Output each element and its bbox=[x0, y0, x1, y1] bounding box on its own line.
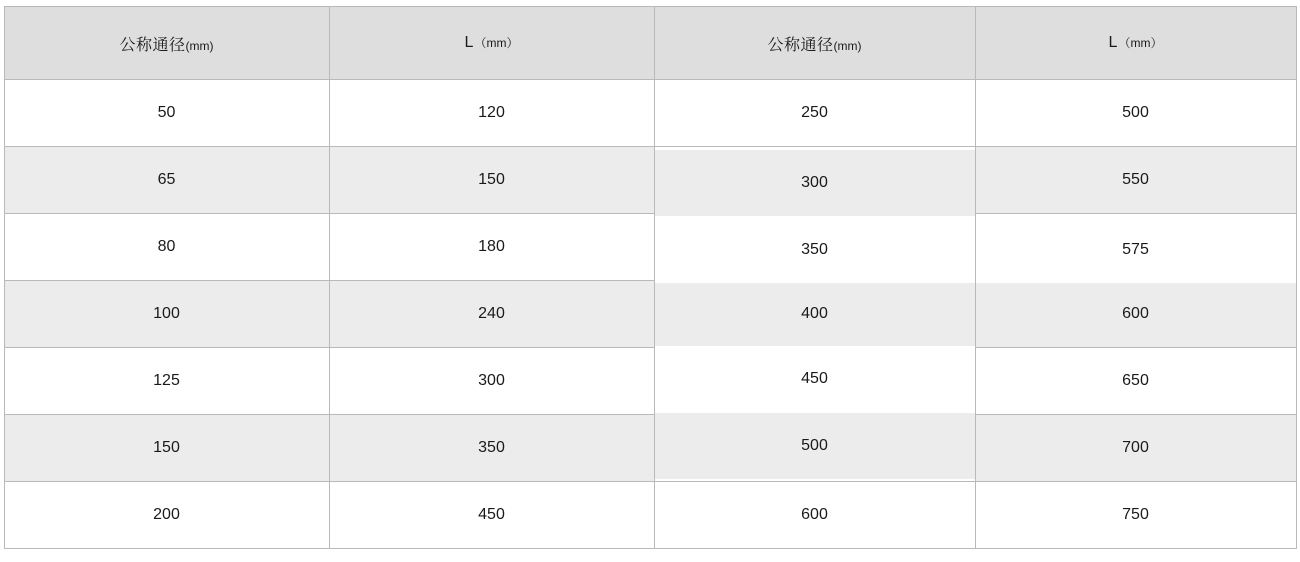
cell-nominal-diameter: 80 bbox=[4, 214, 329, 281]
cell-length: 700 bbox=[975, 415, 1296, 482]
column-header-label: L bbox=[464, 34, 475, 51]
table-header-row bbox=[4, 7, 1296, 80]
column-header-unit: （mm） bbox=[474, 36, 519, 50]
cell-length: 350 bbox=[329, 415, 654, 482]
cell-nominal-diameter: 600 bbox=[654, 482, 975, 549]
cell-nominal-diameter: 50 bbox=[4, 80, 329, 147]
cell-length: 650 bbox=[975, 348, 1296, 415]
table-row bbox=[4, 348, 1296, 415]
cell-nominal-diameter: 400 bbox=[654, 281, 975, 348]
column-header-unit: （mm） bbox=[1118, 36, 1163, 50]
table-body bbox=[4, 80, 1296, 549]
cell-nominal-diameter: 450 bbox=[654, 346, 975, 413]
cell-length: 450 bbox=[329, 482, 654, 549]
table-row bbox=[4, 415, 1296, 482]
table-row bbox=[4, 482, 1296, 549]
cell-nominal-diameter: 100 bbox=[4, 281, 329, 348]
table-row bbox=[4, 147, 1296, 214]
cell-nominal-diameter: 125 bbox=[4, 348, 329, 415]
nominal-diameter-length-table bbox=[4, 6, 1297, 549]
cell-length: 600 bbox=[975, 281, 1296, 348]
column-header-label: 公称通径 bbox=[767, 36, 834, 54]
cell-length: 180 bbox=[329, 214, 654, 281]
cell-length: 575 bbox=[975, 217, 1296, 284]
cell-nominal-diameter: 200 bbox=[4, 482, 329, 549]
cell-nominal-diameter: 300 bbox=[654, 150, 975, 217]
table-row bbox=[4, 281, 1296, 348]
column-header-length-1 bbox=[329, 7, 654, 80]
table-row bbox=[4, 80, 1296, 147]
table-row bbox=[4, 214, 1296, 281]
cell-length: 750 bbox=[975, 482, 1296, 549]
cell-length: 300 bbox=[329, 348, 654, 415]
cell-length: 500 bbox=[975, 80, 1296, 147]
cell-length: 120 bbox=[329, 80, 654, 147]
column-header-label: L bbox=[1108, 34, 1119, 51]
cell-nominal-diameter: 65 bbox=[4, 147, 329, 214]
column-header-unit: (mm) bbox=[185, 38, 214, 53]
column-header-label: 公称通径 bbox=[119, 36, 186, 54]
cell-length: 150 bbox=[329, 147, 654, 214]
column-header-unit: (mm) bbox=[833, 38, 862, 53]
cell-length: 550 bbox=[975, 147, 1296, 214]
column-header-nominal-diameter-1 bbox=[4, 7, 329, 80]
cell-nominal-diameter: 500 bbox=[654, 413, 975, 480]
cell-nominal-diameter: 350 bbox=[654, 217, 975, 284]
column-header-nominal-diameter-2 bbox=[654, 7, 975, 80]
table-header bbox=[4, 7, 1296, 80]
cell-length: 240 bbox=[329, 281, 654, 348]
column-header-length-2 bbox=[975, 7, 1296, 80]
cell-nominal-diameter: 250 bbox=[654, 80, 975, 147]
cell-nominal-diameter: 150 bbox=[4, 415, 329, 482]
